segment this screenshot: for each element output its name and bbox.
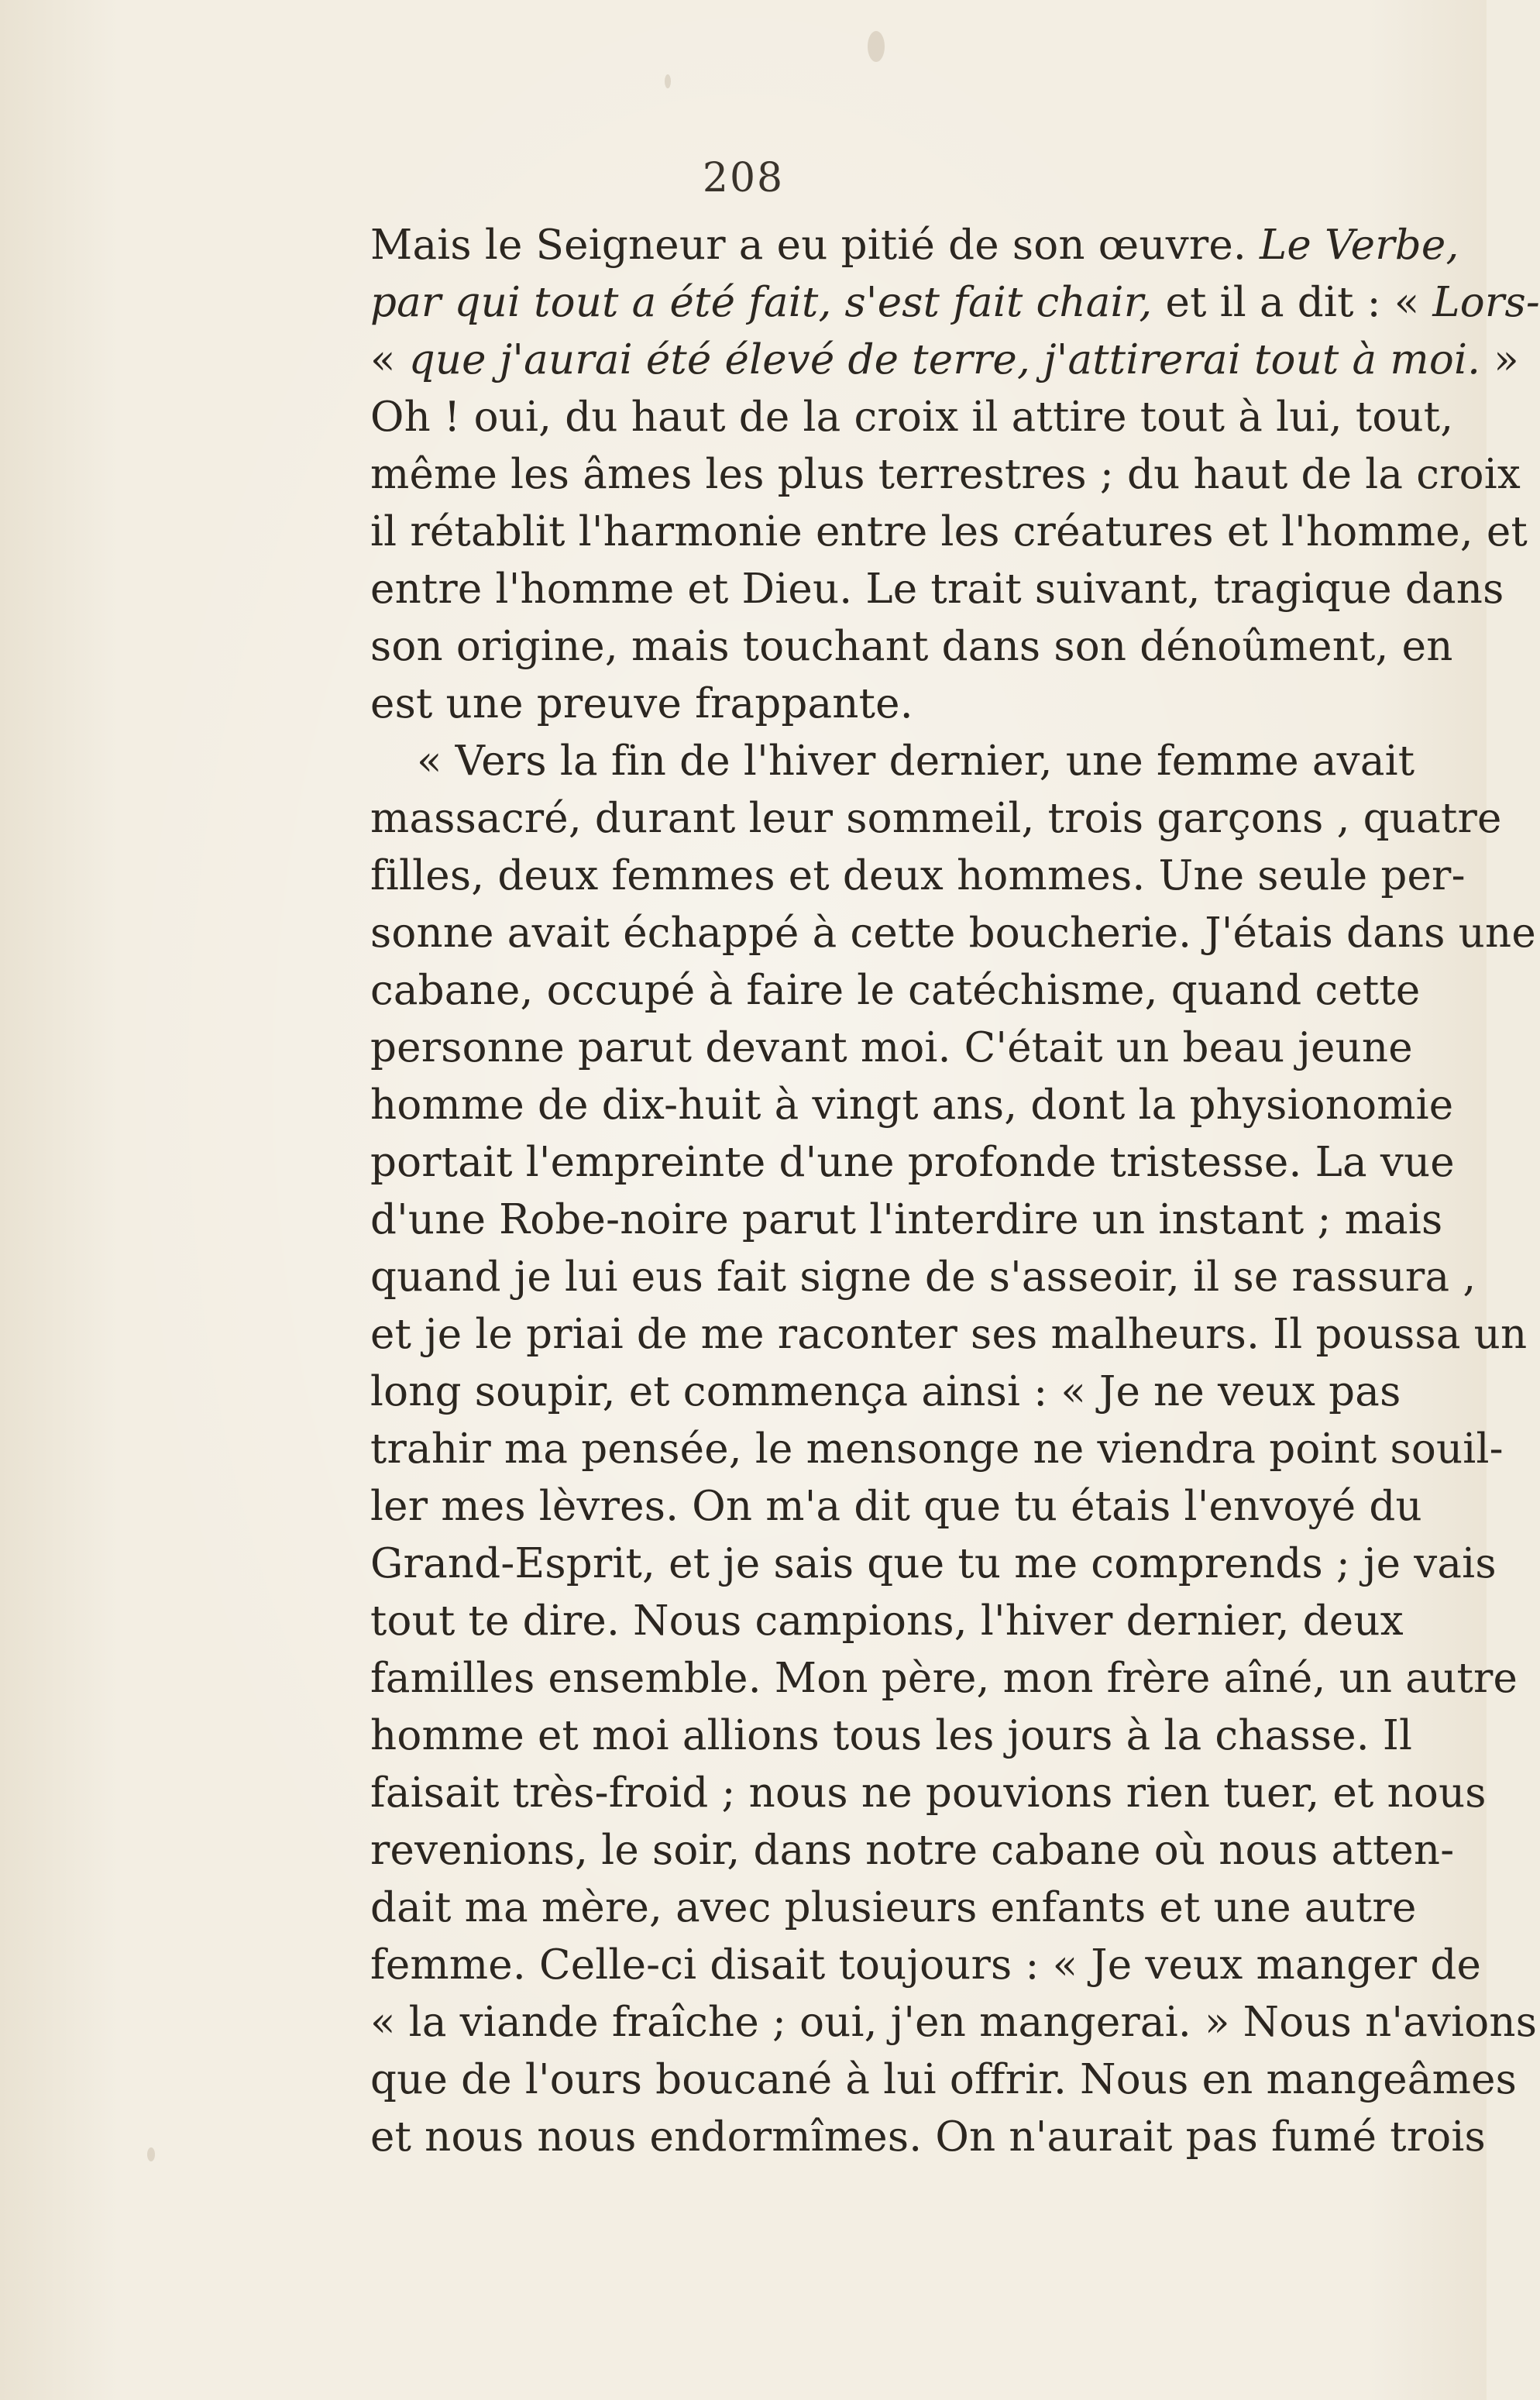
text-segment: massacré, durant leur sommeil, trois garçons , quatre bbox=[370, 795, 1502, 842]
text-segment: revenions, le soir, dans notre cabane où nous atten- bbox=[370, 1827, 1455, 1874]
italic-text: Lors- bbox=[1432, 279, 1540, 326]
text-segment: son origine, mais touchant dans son dénoûment, en bbox=[370, 623, 1453, 670]
text-line bbox=[370, 1249, 1476, 1306]
text-line bbox=[370, 332, 1519, 389]
text-line bbox=[370, 1421, 1504, 1478]
text-line bbox=[370, 217, 1459, 274]
text-line bbox=[370, 1535, 1497, 1593]
text-segment: homme et moi allions tous les jours à la chasse. Il bbox=[370, 1712, 1413, 1759]
text-line bbox=[370, 1707, 1413, 1765]
text-line bbox=[370, 905, 1536, 962]
text-line bbox=[370, 1191, 1443, 1249]
text-segment: familles ensemble. Mon père, mon frère aîné, un autre bbox=[370, 1655, 1518, 1702]
text-segment: et je le priai de me raconter ses malheurs. Il poussa un bbox=[370, 1311, 1528, 1358]
text-segment: femme. Celle-ci disait toujours : « Je veux manger de bbox=[370, 1941, 1482, 1989]
text-segment: et nous nous endormîmes. On n'aurait pas fumé trois bbox=[370, 2113, 1486, 2161]
text-line bbox=[370, 446, 1521, 504]
text-segment: que de l'ours boucané à lui offrir. Nous en mangeâmes bbox=[370, 2056, 1518, 2103]
text-line bbox=[370, 389, 1454, 446]
paper-smudge bbox=[665, 74, 671, 88]
text-segment: tout te dire. Nous campions, l'hiver dernier, deux bbox=[370, 1597, 1404, 1645]
text-segment: homme de dix-huit à vingt ans, dont la physionomie bbox=[370, 1081, 1454, 1129]
paper-smudge bbox=[147, 2147, 155, 2161]
paper-smudge bbox=[868, 31, 885, 62]
text-segment: ler mes lèvres. On m'a dit que tu étais l'envoyé du bbox=[370, 1483, 1422, 1530]
text-segment: Oh ! oui, du haut de la croix il attire tout à lui, tout, bbox=[370, 394, 1454, 441]
text-segment: dait ma mère, avec plusieurs enfants et une autre bbox=[370, 1884, 1417, 1931]
text-line bbox=[370, 1994, 1538, 2051]
text-line bbox=[370, 2109, 1486, 2166]
text-line bbox=[370, 1306, 1528, 1363]
text-line bbox=[370, 1077, 1454, 1134]
text-line bbox=[370, 962, 1421, 1019]
text-line bbox=[370, 1363, 1399, 1421]
text-segment: Grand-Esprit, et je sais que tu me comprends ; je vais bbox=[370, 1540, 1497, 1587]
text-segment: d'une Robe-noire parut l'interdire un instant ; mais bbox=[370, 1196, 1443, 1243]
text-segment: personne parut devant moi. C'était un beau jeune bbox=[370, 1024, 1413, 1071]
text-line bbox=[370, 2051, 1518, 2109]
text-segment: trahir ma pensée, le mensonge ne viendra point souil- bbox=[370, 1425, 1504, 1473]
text-line bbox=[370, 274, 1540, 332]
text-line bbox=[370, 1937, 1482, 1994]
page-number: 208 bbox=[702, 155, 785, 201]
text-segment: faisait très-froid ; nous ne pouvions rien tuer, et nous bbox=[370, 1769, 1487, 1817]
text-line bbox=[370, 618, 1453, 676]
text-line bbox=[370, 1478, 1422, 1535]
text-segment: « bbox=[370, 336, 409, 383]
text-segment: sonne avait échappé à cette boucherie. J'étais dans une bbox=[370, 909, 1536, 957]
italic-text: par qui tout a été fait, s'est fait chair, bbox=[370, 279, 1153, 326]
text-line bbox=[370, 1593, 1404, 1650]
text-line bbox=[370, 504, 1528, 561]
text-line bbox=[370, 733, 1415, 790]
text-segment: cabane, occupé à faire le catéchisme, quand cette bbox=[370, 967, 1421, 1014]
text-segment: portait l'empreinte d'une profonde tristesse. La vue bbox=[370, 1139, 1455, 1186]
text-segment: « Vers la fin de l'hiver dernier, une femme avait bbox=[417, 738, 1415, 785]
text-segment: filles, deux femmes et deux hommes. Une seule per- bbox=[370, 852, 1466, 899]
text-segment: entre l'homme et Dieu. Le trait suivant, tragique dans bbox=[370, 566, 1504, 613]
text-segment: « la viande fraîche ; oui, j'en mangerai. » Nous n'avions bbox=[370, 1999, 1538, 2046]
text-segment: » bbox=[1480, 336, 1519, 383]
italic-text: Le Verbe, bbox=[1260, 222, 1459, 269]
text-segment: même les âmes les plus terrestres ; du haut de la croix bbox=[370, 451, 1521, 498]
text-line bbox=[370, 1134, 1455, 1191]
text-segment: long soupir, et commença ainsi : « Je ne veux pas bbox=[370, 1368, 1401, 1415]
text-line bbox=[370, 790, 1502, 848]
text-segment: quand je lui eus fait signe de s'asseoir, il se rassura , bbox=[370, 1253, 1476, 1301]
text-segment: il rétablit l'harmonie entre les créatures et l'homme, et bbox=[370, 508, 1528, 555]
text-line bbox=[370, 561, 1504, 618]
text-line bbox=[370, 848, 1466, 905]
text-segment: Mais le Seigneur a eu pitié de son œuvre. bbox=[370, 222, 1260, 269]
text-segment: est une preuve frappante. bbox=[370, 680, 913, 727]
text-line bbox=[370, 676, 1399, 733]
text-line bbox=[370, 1765, 1487, 1822]
text-line bbox=[370, 1019, 1413, 1077]
body-text bbox=[370, 217, 1540, 2166]
text-line bbox=[370, 1879, 1417, 1937]
text-line bbox=[370, 1822, 1455, 1879]
text-line bbox=[370, 1650, 1518, 1707]
italic-text: que j'aurai été élevé de terre, j'attirerai tout à moi. bbox=[408, 336, 1481, 383]
text-segment: et il a dit : « bbox=[1152, 279, 1433, 326]
